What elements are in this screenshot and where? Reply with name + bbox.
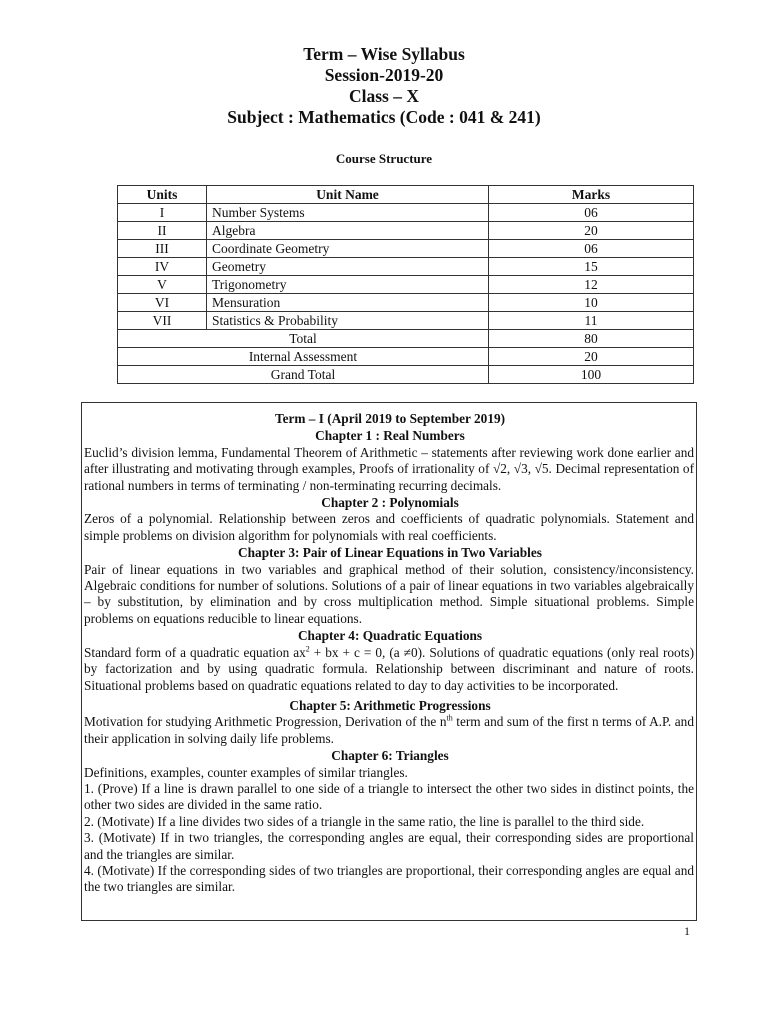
chapter-6-point-1: 1. (Prove) If a line is drawn parallel to one side of a triangle to intersect the other two sides in distinct points, the other two sides are divided in the same ratio.	[84, 780, 694, 813]
class-line: Class – X	[348, 86, 419, 106]
table-row	[118, 258, 694, 276]
unit-number: V	[118, 276, 207, 294]
grand-total-label: Grand Total	[118, 366, 489, 384]
table-row	[118, 312, 694, 330]
column-header-unit-name: Unit Name	[207, 186, 489, 204]
chapter-5-text	[84, 714, 696, 747]
unit-marks: 11	[489, 312, 694, 330]
grand-total-marks: 100	[489, 366, 694, 384]
unit-number: VI	[118, 294, 207, 312]
title-line: Term – Wise Syllabus	[303, 44, 465, 64]
document-header	[0, 44, 768, 128]
unit-name: Statistics & Probability	[207, 312, 489, 330]
unit-marks: 12	[489, 276, 694, 294]
term-syllabus-box	[81, 402, 697, 921]
chapter-5-title: Chapter 5: Arithmetic Progressions	[289, 697, 491, 713]
chapter-5-text-start: Motivation for studying Arithmetic Progression, Derivation of the n	[84, 714, 447, 730]
unit-name: Algebra	[207, 222, 489, 240]
table-row	[118, 222, 694, 240]
table-row	[118, 276, 694, 294]
chapter-6-title: Chapter 6: Triangles	[331, 748, 449, 764]
table-row	[118, 294, 694, 312]
superscript-2: 2	[305, 644, 310, 654]
chapter-6-point-3: 3. (Motivate) If in two triangles, the corresponding angles are equal, their corresponding sides are proportional and the triangles are similar.	[84, 830, 694, 862]
total-marks: 80	[489, 330, 694, 348]
chapter-1-title: Chapter 1 : Real Numbers	[315, 428, 465, 444]
unit-number: III	[118, 240, 207, 258]
unit-marks: 06	[489, 240, 694, 258]
table-header-row	[118, 186, 694, 204]
chapter-3-text: Pair of linear equations in two variables and graphical method of their solution, consistency/inconsistency. Algebraic conditions for number of solutions. Solutions of a pair of linear equations in two variables algebraically – by substitution, by elimination and by cross multiplication method. Simple situational problems. Simple problems on equations reducible to linear equations.	[84, 561, 694, 626]
column-header-marks: Marks	[489, 186, 694, 204]
internal-assessment-row	[118, 348, 694, 366]
column-header-units: Units	[118, 186, 207, 204]
unit-name: Trigonometry	[207, 276, 489, 294]
chapter-2-title: Chapter 2 : Polynomials	[321, 495, 459, 511]
chapter-6-point-2: 2. (Motivate) If a line divides two sides of a triangle in the same ratio, the line is parallel to the third side.	[84, 813, 645, 829]
chapter-4-text-start: Standard form of a quadratic equation ax	[84, 644, 306, 660]
grand-total-row	[118, 366, 694, 384]
unit-number: II	[118, 222, 207, 240]
unit-marks: 06	[489, 204, 694, 222]
chapter-4-title: Chapter 4: Quadratic Equations	[297, 628, 483, 644]
superscript-th: th	[446, 713, 453, 723]
chapter-6-intro: Definitions, examples, counter examples of similar triangles.	[84, 764, 408, 780]
internal-assessment-marks: 20	[489, 348, 694, 366]
chapter-2-text: Zeros of a polynomial. Relationship between zeros and coefficients of quadratic polynomials. Statement and simple problems on division algorithm for polynomials with real coefficients.	[84, 511, 694, 543]
unit-marks: 15	[489, 258, 694, 276]
unit-name: Mensuration	[207, 294, 489, 312]
subject-line: Subject : Mathematics (Code : 041 & 241)	[227, 107, 541, 127]
total-label: Total	[118, 330, 489, 348]
unit-marks: 20	[489, 222, 694, 240]
total-row	[118, 330, 694, 348]
page-number: 1	[684, 924, 690, 938]
chapter-5-text-end: term and sum of the first n terms of A.P. and their application in solving daily life problems.	[84, 714, 694, 746]
term-title: Term – I (April 2019 to September 2019)	[274, 411, 506, 426]
table-row	[118, 204, 694, 222]
course-structure-title: Course Structure	[335, 151, 433, 166]
unit-number: I	[118, 204, 207, 222]
chapter-1-text: Euclid’s division lemma, Fundamental Theorem of Arithmetic – statements after reviewing work done earlier and after illustrating and motivating through examples, Proofs of irrationality of √2, √3, √5. Decimal representation of rational numbers in terms of terminating / non-terminating recurring decimals.	[84, 444, 694, 493]
unit-name: Geometry	[207, 258, 489, 276]
unit-number: VII	[118, 312, 207, 330]
internal-assessment-label: Internal Assessment	[118, 348, 489, 366]
unit-number: IV	[118, 258, 207, 276]
session-line: Session-2019-20	[324, 65, 444, 85]
chapter-4-text	[84, 645, 696, 694]
course-structure-table	[117, 185, 694, 384]
chapter-3-title: Chapter 3: Pair of Linear Equations in Two Variables	[238, 545, 542, 561]
unit-name: Number Systems	[207, 204, 489, 222]
unit-name: Coordinate Geometry	[207, 240, 489, 258]
chapter-4-text-end: + bx + c = 0, (a ≠0). Solutions of quadratic equations (only real roots) by factorization and by using quadratic formula. Relationship between discriminant and nature of roots. Situational problems based on quadratic equations related to day to day activities to be incorporated.	[84, 644, 694, 693]
table-row	[118, 240, 694, 258]
chapter-6-point-4: 4. (Motivate) If the corresponding sides of two triangles are proportional, their corresponding angles are equal and the two triangles are similar.	[84, 862, 694, 895]
unit-marks: 10	[489, 294, 694, 312]
